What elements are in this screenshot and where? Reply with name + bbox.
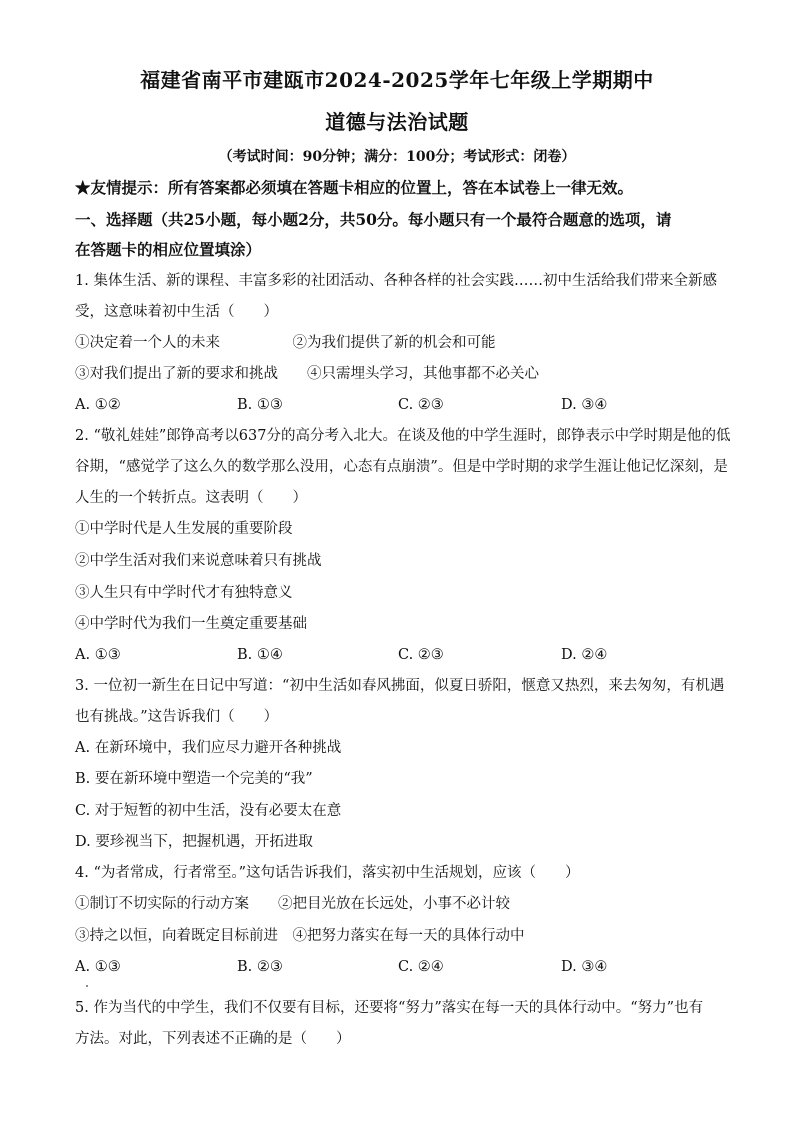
question-3-option-b: B. 要在新环境中塑造一个完美的“我” [75,771,313,787]
question-2-stem-line1: 2. “敬礼娃娃”郎铮高考以637分的高分考入北大。在谈及他的中学生涯时，郎铮表示中学时期是他的低 [75,428,731,444]
question-1-statements-1: ①决定着一个人的未来 ②为我们提供了新的机会和可能 [75,335,496,351]
question-3-option-c: C. 对于短暂的初中生活，没有必要太在意 [75,803,342,819]
option-c: C. ②④ [398,959,444,975]
question-2-stem-line3: 人生的一个转折点。这表明（ ） [75,490,307,506]
section-heading-line2: 在答题卡的相应位置填涂） [75,240,262,259]
question-1-stem-line1: 1. 集体生活、新的课程、丰富多彩的社团活动、各种各样的社会实践……初中生活给我们带来全新感 [75,273,717,289]
option-b: B. ①④ [237,647,283,663]
question-4-statements-1: ①制订不切实际的行动方案 ②把目光放在长远处，小事不必计较 [75,896,510,912]
question-3-option-d: D. 要珍视当下，把握机遇，开拓进取 [75,834,313,850]
question-2-statement-3: ③人生只有中学时代才有独特意义 [75,585,293,601]
option-a: A. ①③ [75,647,121,663]
option-b: B. ②③ [237,959,283,975]
stray-dot [86,985,88,987]
exam-title: 福建省南平市建瓯市2024-2025学年七年级上学期期中 [140,68,654,92]
question-5-stem-line2: 方法。对此，下列表述不正确的是（ ） [75,1031,351,1047]
question-2-stem-line2: 谷期，“感觉学了这么久的数学那么没用，心态有点崩溃”。但是中学时期的求学生涯让他记忆深刻，是 [75,459,728,475]
option-d: D. ③④ [561,959,608,975]
option-c: C. ②③ [398,647,444,663]
question-2-statement-2: ②中学生活对我们来说意味着只有挑战 [75,553,322,569]
section-heading-line1: 一、选择题（共25小题，每小题2分，共50分。每小题只有一个最符合题意的选项，请 [75,210,672,229]
option-d: D. ③④ [561,397,608,413]
option-d: D. ②④ [561,647,608,663]
question-1-statements-2: ③对我们提出了新的要求和挑战 ④只需埋头学习，其他事都不必关心 [75,366,539,382]
question-5-stem-line1: 5. 作为当代的中学生，我们不仅要有目标，还要将“努力”落实在每一天的具体行动中。“努力”也有 [75,1000,704,1016]
question-3-stem-line1: 3. 一位初一新生在日记中写道：“初中生活如春风拂面，似夏日骄阳，惬意又热烈，来去匆匆，有机遇 [75,678,725,694]
question-3-stem-line2: 也有挑战。”这告诉我们（ ） [75,709,279,725]
question-4-statements-2: ③持之以恒，向着既定目标前进 ④把努力落实在每一天的具体行动中 [75,928,525,944]
question-2-statement-4: ④中学时代为我们一生奠定重要基础 [75,616,307,632]
exam-subject-title: 道德与法治试题 [325,110,469,134]
option-a: A. ①③ [75,959,121,975]
option-c: C. ②③ [398,397,444,413]
question-1-options [75,395,725,415]
exam-info: （考试时间：90分钟；满分：100分；考试形式：闭卷） [218,149,576,165]
question-3-option-a: A. 在新环境中，我们应尽力避开各种挑战 [75,740,342,756]
question-4-stem-line1: 4. “为者常成，行者常至。”这句话告诉我们，落实初中生活规划，应该（ ） [75,865,580,881]
option-a: A. ①② [75,397,121,413]
option-b: B. ①③ [237,397,283,413]
question-4-options [75,957,725,977]
question-1-stem-line2: 受，这意味着初中生活（ ） [75,304,278,320]
question-2-statement-1: ①中学时代是人生发展的重要阶段 [75,521,293,537]
notice: ★友情提示：所有答案都必须填在答题卡相应的位置上，答在本试卷上一律无效。 [75,178,634,197]
question-2-options [75,645,725,665]
